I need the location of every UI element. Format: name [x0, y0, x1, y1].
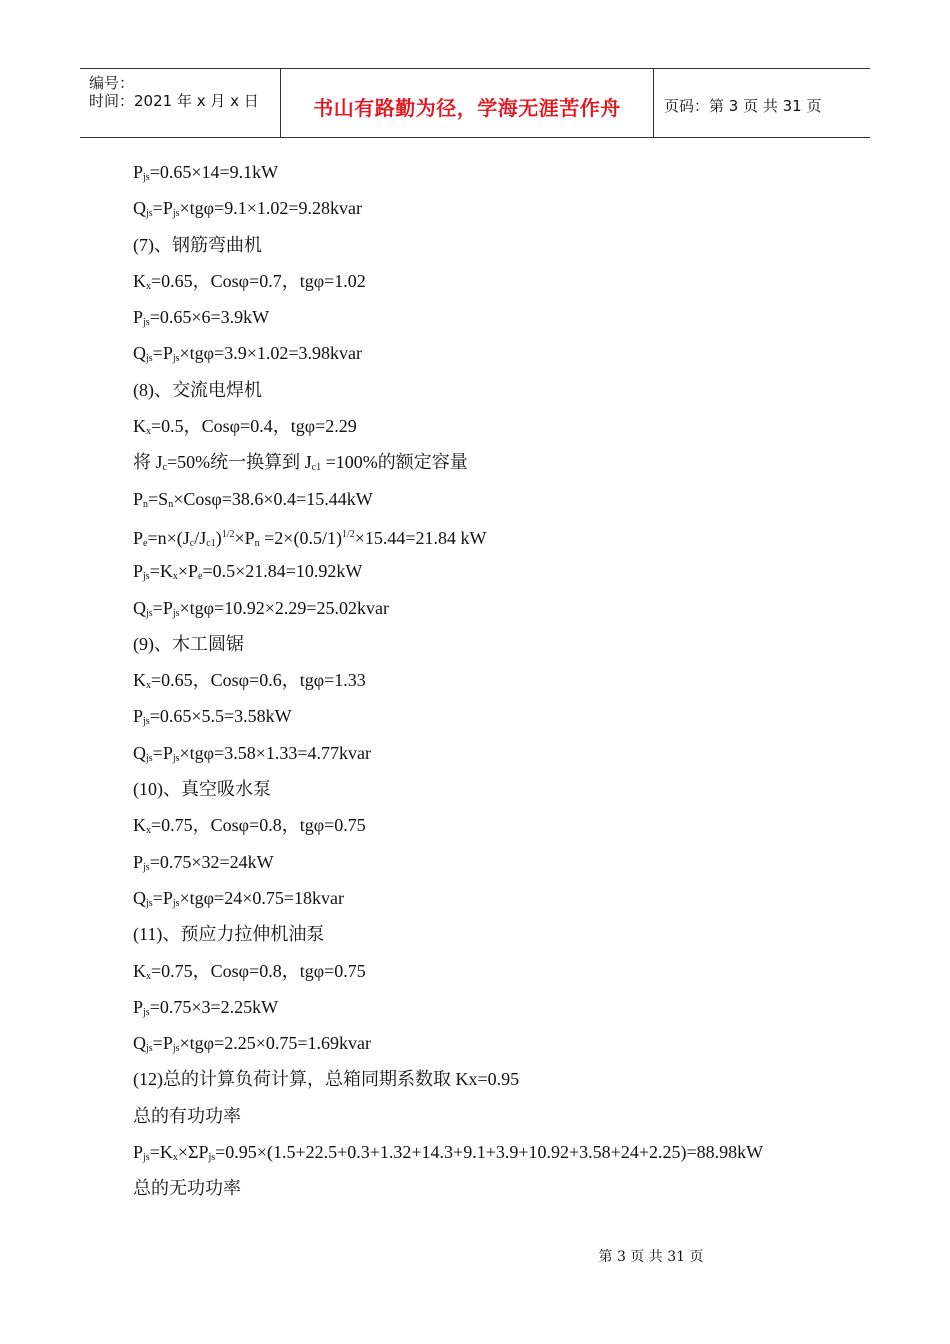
- text-segment: (9)、木工圆锯: [133, 633, 244, 654]
- text-segment: P: [133, 488, 144, 509]
- subscript: js: [143, 571, 150, 583]
- text-line: [133, 771, 853, 807]
- text-segment: ×tgφ=2.25×0.75=1.69kvar: [179, 1033, 371, 1054]
- text-line: [133, 989, 853, 1025]
- text-segment: ×ΣP: [177, 1142, 209, 1163]
- text-line: [133, 372, 853, 408]
- footer-page-number: 第 3 页 共 31 页: [598, 1249, 704, 1265]
- text-segment: P: [133, 851, 144, 872]
- text-segment: P: [133, 1142, 144, 1163]
- subscript: js: [143, 861, 150, 873]
- subscript: js: [146, 353, 153, 365]
- text-segment: =P: [152, 1033, 173, 1054]
- subscript: js: [146, 1043, 153, 1055]
- subscript: x: [172, 571, 178, 583]
- text-line: [133, 1061, 853, 1097]
- header-page-cell: [654, 69, 870, 137]
- text-segment: Q: [133, 1033, 146, 1054]
- text-segment: =0.65×14=9.1kW: [149, 162, 279, 182]
- subscript: js: [146, 897, 153, 909]
- text-line: [133, 626, 853, 662]
- subscript: js: [172, 1043, 180, 1055]
- text-segment: (11)、预应力拉伸机油泵: [133, 924, 325, 945]
- subscript: js: [172, 208, 180, 220]
- subscript: js: [143, 317, 150, 329]
- text-segment: K: [133, 416, 146, 437]
- subscript: js: [172, 752, 180, 764]
- text-line: [133, 662, 853, 698]
- text-segment: =0.5，Cosφ=0.4，tgφ=2.29: [151, 416, 357, 437]
- text-segment: ×tgφ=3.9×1.02=3.98kvar: [179, 343, 362, 364]
- text-segment: ×tgφ=9.1×1.02=9.28kvar: [179, 198, 362, 219]
- text-segment: 总的无功功率: [133, 1178, 241, 1199]
- text-segment: Q: [133, 343, 146, 364]
- motto-text: 书山有路勤为径，学海无涯苦作舟: [313, 95, 621, 120]
- text-line: [133, 1025, 853, 1061]
- text-segment: (8)、交流电焊机: [133, 379, 262, 400]
- text-segment: =100%的额定容量: [321, 452, 468, 473]
- subscript: c1: [311, 462, 322, 474]
- text-segment: =0.75×32=24kW: [149, 851, 274, 872]
- subscript: c1: [206, 537, 216, 549]
- subscript: js: [146, 607, 153, 619]
- text-segment: =0.5×21.84=10.92kW: [202, 561, 363, 582]
- text-segment: P: [133, 162, 144, 182]
- text-segment: =0.65×5.5=3.58kW: [149, 706, 292, 727]
- subscript: js: [143, 172, 150, 183]
- subscript: js: [172, 607, 180, 619]
- text-segment: =0.65，Cosφ=0.7，tgφ=1.02: [151, 270, 366, 291]
- text-segment: ×tgφ=3.58×1.33=4.77kvar: [179, 742, 371, 763]
- text-segment: ×P: [177, 561, 199, 582]
- text-segment: K: [133, 960, 146, 981]
- text-segment: (10)、真空吸水泵: [133, 779, 271, 800]
- text-segment: ×tgφ=10.92×2.29=25.02kvar: [179, 597, 389, 618]
- text-line: [133, 880, 853, 916]
- subscript: e: [143, 537, 148, 549]
- subscript: js: [146, 208, 153, 220]
- text-segment: K: [133, 670, 146, 691]
- text-segment: =P: [152, 597, 173, 618]
- text-segment: K: [133, 815, 146, 836]
- subscript: js: [172, 897, 180, 909]
- text-line: [133, 335, 853, 371]
- superscript: 1/2: [221, 528, 235, 540]
- text-segment: =P: [152, 742, 173, 763]
- text-segment: Q: [133, 198, 146, 219]
- text-line: [133, 299, 853, 335]
- subscript: c: [162, 462, 167, 474]
- text-segment: P: [133, 706, 144, 727]
- text-line: [133, 553, 853, 589]
- text-segment: ×15.44=21.84 kW: [354, 527, 487, 548]
- text-segment: =0.95×(1.5+22.5+0.3+1.32+14.3+9.1+3.9+10.92+3.58+24+2.25)=88.98kW: [215, 1142, 764, 1163]
- subscript: js: [143, 1006, 150, 1018]
- subscript: x: [146, 970, 151, 982]
- text-segment: =K: [149, 1142, 173, 1163]
- text-segment: P: [133, 561, 144, 582]
- subscript: x: [146, 426, 151, 438]
- text-segment: P: [133, 307, 144, 328]
- subscript: x: [146, 680, 151, 692]
- subscript: n: [143, 498, 149, 510]
- text-segment: K: [133, 270, 146, 291]
- subscript: js: [143, 1152, 150, 1164]
- document-date-label: 时间：2021 年 x 月 x 日: [89, 92, 259, 110]
- header-page-info: 页码：第 3 页 共 31 页: [664, 96, 822, 115]
- text-line: [133, 227, 853, 263]
- text-segment: =P: [152, 887, 173, 908]
- text-line: [133, 190, 853, 226]
- text-line: [133, 1170, 853, 1206]
- text-line: [133, 154, 853, 190]
- text-line: [133, 844, 853, 880]
- text-line: [133, 807, 853, 843]
- document-number-label: 编号：: [89, 74, 135, 92]
- text-segment: ): [215, 527, 222, 548]
- page-footer: [0, 1246, 950, 1266]
- subscript: x: [146, 825, 151, 837]
- text-line: [133, 698, 853, 734]
- superscript: 1/2: [341, 528, 355, 540]
- text-line: [133, 590, 853, 626]
- text-segment: =S: [148, 488, 169, 509]
- text-segment: =50%统一换算到 J: [166, 452, 312, 473]
- text-segment: =2×(0.5/1): [259, 527, 342, 548]
- text-segment: ×Cosφ=38.6×0.4=15.44kW: [173, 488, 373, 509]
- text-line: [133, 444, 853, 480]
- text-segment: =0.75，Cosφ=0.8，tgφ=0.75: [151, 815, 366, 836]
- text-segment: =P: [152, 198, 173, 219]
- subscript: x: [172, 1152, 178, 1164]
- subscript: js: [172, 353, 180, 365]
- text-segment: Q: [133, 742, 146, 763]
- text-segment: =0.75×3=2.25kW: [149, 996, 279, 1017]
- text-segment: 总的有功功率: [133, 1105, 241, 1126]
- text-segment: =K: [149, 561, 173, 582]
- text-segment: P: [133, 527, 144, 548]
- text-segment: (7)、钢筋弯曲机: [133, 234, 262, 255]
- text-line: [133, 481, 853, 517]
- text-segment: 将 J: [133, 452, 163, 473]
- text-segment: Q: [133, 597, 146, 618]
- subscript: n: [254, 537, 260, 549]
- text-segment: =0.65，Cosφ=0.6，tgφ=1.33: [151, 670, 366, 691]
- text-line: [133, 517, 853, 553]
- text-segment: =P: [152, 343, 173, 364]
- text-line: [133, 263, 853, 299]
- text-segment: =n×(J: [147, 527, 190, 548]
- header-meta: [80, 69, 281, 137]
- document-body: [133, 154, 853, 1207]
- subscript: js: [143, 716, 150, 728]
- text-segment: (12)总的计算负荷计算，总箱同期系数取 Kx=0.95: [133, 1069, 520, 1090]
- subscript: c: [189, 537, 195, 549]
- page-header: [80, 68, 870, 138]
- text-segment: P: [133, 996, 144, 1017]
- text-line: [133, 916, 853, 952]
- text-segment: ×P: [234, 527, 255, 548]
- subscript: js: [208, 1152, 216, 1164]
- text-segment: =0.75，Cosφ=0.8，tgφ=0.75: [151, 960, 366, 981]
- text-segment: =0.65×6=3.9kW: [149, 307, 270, 328]
- text-segment: /J: [194, 527, 207, 548]
- header-motto-cell: [281, 69, 654, 137]
- subscript: e: [198, 571, 203, 583]
- subscript: js: [146, 752, 153, 764]
- subscript: x: [146, 280, 151, 292]
- text-line: [133, 953, 853, 989]
- text-line: [133, 735, 853, 771]
- subscript: n: [168, 498, 174, 510]
- text-line: [133, 408, 853, 444]
- text-line: [133, 1134, 853, 1170]
- text-segment: Q: [133, 887, 146, 908]
- text-segment: ×tgφ=24×0.75=18kvar: [179, 887, 344, 908]
- text-line: [133, 1098, 853, 1134]
